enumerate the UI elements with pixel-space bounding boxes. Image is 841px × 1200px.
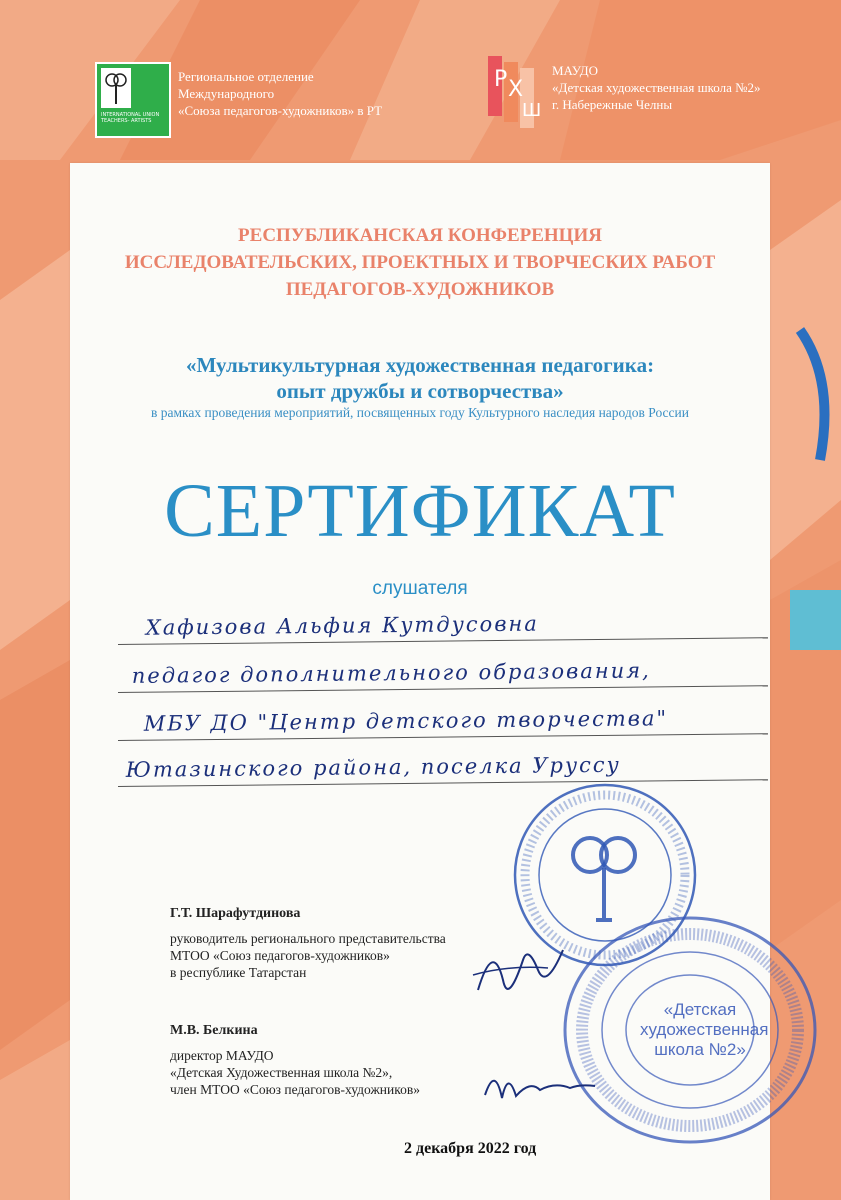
certificate-role: слушателя (372, 578, 468, 599)
signatory-name: Г.Т. Шарафутдинова (170, 906, 301, 921)
handwritten-line: МБУ ДО "Центр детского творчества" (118, 703, 768, 741)
handwritten-line: педагог дополнительного образования, (118, 655, 768, 693)
issue-date: 2 декабря 2022 год (404, 1140, 537, 1157)
conference-theme: «Мультикультурная художественная педагогика: опыт дружбы и сотворчества» (185, 353, 655, 403)
art-school-logo (488, 56, 542, 132)
signature-2 (480, 1060, 600, 1110)
conference-note: в рамках проведения мероприятий, посвященных году Культурного наследия народов России (151, 405, 689, 420)
union-logo-caption: INTERNATIONAL UNION TEACHERS- ARTISTS (101, 112, 160, 124)
union-logo (95, 62, 171, 138)
left-org-text: Региональное отделение Международного «Союза педагогов-художников» в РТ (178, 69, 383, 118)
handwritten-line: Хафизова Альфия Кутдусовна (118, 607, 768, 645)
certificate-title: СЕРТИФИКАТ (164, 469, 676, 553)
signatory-2: М.В. Белкина директор МАУДО «Детская Художественная школа №2», член МТОО «Союз педагогов-художников» (170, 1023, 420, 1097)
signatory-name: М.В. Белкина (170, 1023, 258, 1038)
svg-text:Ш: Ш (522, 100, 542, 121)
conference-title: РЕСПУБЛИКАНСКАЯ КОНФЕРЕНЦИЯ ИССЛЕДОВАТЕЛЬСКИХ, ПРОЕКТНЫХ И ТВОРЧЕСКИХ РАБОТ ПЕДАГОГОВ-ХУДОЖНИКОВ (124, 225, 716, 300)
svg-text:Р: Р (494, 67, 508, 92)
school-stamp-text: «Детская художественная школа №2» (640, 1000, 769, 1059)
svg-text:Х: Х (508, 77, 524, 102)
signature-1 (468, 920, 578, 1010)
right-org-text: МАУДО «Детская художественная школа №2» г. Набережные Челны (552, 63, 761, 112)
signatory-1: Г.Т. Шарафутдинова руководитель регионального представительства МТОО «Союз педагогов-художников» в республике Татарстан (170, 906, 446, 980)
handwritten-line: Ютазинского района, поселка Уруссу (118, 749, 768, 787)
